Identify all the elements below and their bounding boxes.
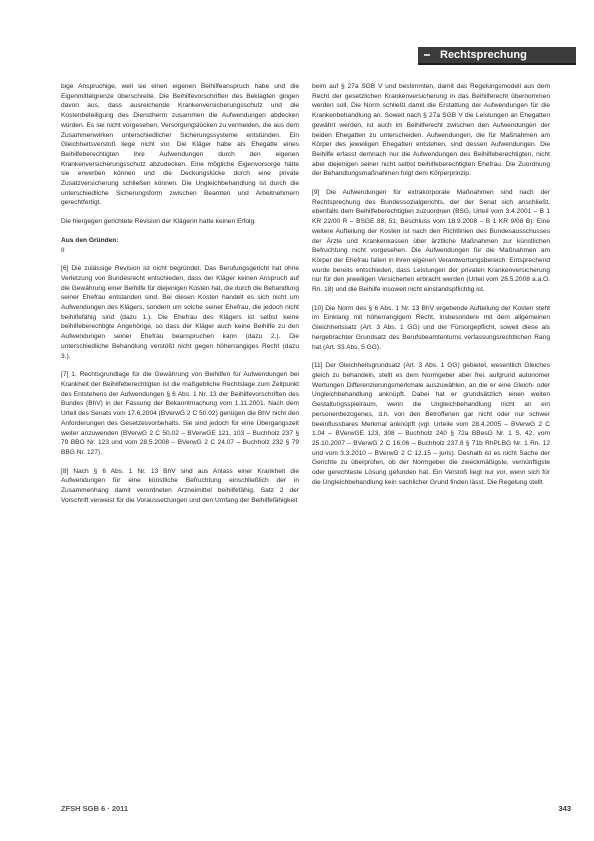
paragraph: [9] Die Aufwendungen für extrakorporale Maßnahmen sind nach der Rechtsprechung des Bundessozialgerichts, der der Senat sich anschließt, ebenfalls dem Beihilfeberechtigten zuzuordnen (BSG, Urteil vom 3.4.2001 – B 1 KR 22/00 R – BSGE 88, 51; Beschluss vom 18.9.2008 – B 1 KR 9/08 B). Eine weitere Aufteilung der Kosten ist nach den Richtlinien des Bundesausschusses der Ärzte und Krankenkassen über ärztliche Maßnahmen zur künstlichen Befruchtung nicht vorgesehen. Die Aufwendungen für die Maßnahmen am Körper der Ehefrau fallen in ihren eigenen Verantwortungsbereich. Entsprechend wurde bereits entschieden, dass Leistungen der privaten Krankenversicherung nur für den jeweiligen Versicherten erbracht werden (Urteil vom 28.5.2008 a.a.O. Rn. 18) und die Beihilfe insoweit nicht einstandspflichtig ist.: [312, 189, 550, 294]
section-heading: Aus den Gründen:: [61, 236, 119, 244]
right-column: [312, 82, 550, 496]
journal-citation: ZFSH SGB 6 · 2011: [61, 804, 129, 813]
paragraph: [6] Die zulässige Revision ist nicht begründet. Das Berufungsgericht hat ohne Verletzung von Bundesrecht entschieden, dass der Kläger keinen Anspruch auf die Gewährung einer Beihilfe für diejenigen Kosten hat, die durch die Behandlung seiner Ehefrau entstanden sind. Bei diesen Kosten handelt es sich nicht um Aufwendungen des Klägers, sondern um solche seiner Ehefrau, die jedoch nicht beihilfefähig sind (dazu 1.). Die Ehefrau des Klägers ist selbst keine beihilfeberechtigte Angehörige, so dass der Kläger auch keine Beihilfe zu den Aufwendungen seiner Ehefrau beanspruchen kann (dazu 2.). Die unterschiedliche Behandlung verstößt nicht gegen höherrangiges Recht (dazu 3.).: [61, 265, 299, 360]
paragraph: beim auf § 27a SGB V und bestimmten, damit das Regelungsmodell aus dem Recht der gesetzlichen Krankenversicherung in das Beihilferecht übernommen werden soll. Die Norm schließt damit die Erstattung der Aufwendungen für die Krankenbehandlung an. Soweit nach § 27a SGB V die Leistungen an Ehegatten gewährt werden, ist auch im Beihilferecht zwischen den Aufwendungen der beiden Ehegatten zu unterscheiden. Aufwendungen, die für Maßnahmen am Körper des jeweiligen Ehegatten entstehen, sind dessen Aufwendungen. Die Beihilfe erfasst demnach nur die Aufwendungen des Beihilfeberechtigten, nicht aber diejenigen seiner nicht selbst beihilfeberechtigten Ehefrau. Die Zuordnung der Behandlungsmaßnahmen folgt dem Körperprinzip.: [312, 83, 550, 178]
paragraph: Die hiergegen gerichtete Revision der Klägerin hatte keinen Erfolg.: [61, 218, 256, 226]
page-number: 343: [558, 804, 571, 813]
section-title: Rechtsprechung: [440, 49, 527, 61]
paragraph: [7] 1. Rechtsgrundlage für die Gewährung von Beihilfen für Aufwendungen bei Krankheit der Beihilfeberechtigten ist die maßgebliche Rechtslage zum Zeitpunkt des Entstehens der Aufwendungen § 6 Abs. 1 Nr. 13 der Beihilfevorschriften des Bundes (BhV) in der Fassung der Bekanntmachung vom 1.11.2001. Nach dem Urteil des Senats vom 17.6.2004 (BVerwG 2 C 50.02) genügen die BhV nicht den Anforderungen des Gesetzesvorbehalts. Sie sind jedoch für eine Übergangszeit weiter anzuwenden (BVerwG 2 C 50.02 – BVerwGE 121, 103 – Buchholz 237 § 79 BBG Nr. 123 und vom 28.5.2008 – BVerwG 2 C 24.07 – Buchholz 232 § 79 BBG Nr. 127).: [61, 371, 299, 456]
paragraph: [11] Der Gleichheitsgrundsatz (Art. 3 Abs. 1 GG) gebietet, wesentlich Gleiches gleich zu behandeln, stellt es dem Normgeber aber frei, aufgrund autonomer Wertungen Differenzierungsmerkmale auszuwählen, an die er eine Gleich- oder Ungleichbehandlung anknüpft. Dabei hat er grundsätzlich einen weiten Gestaltungsspielraum, wenn die Ungleichbehandlung nicht an ein personenbezogenes, d.h. von den Betroffenen gar nicht oder nur schwer beeinflussbares Merkmal anknüpft (vgl. Urteile vom 28.4.2005 – BVerwG 2 C 1.04 – BVerwGE 123, 308 – Buchholz 240 § 72a BBesG Nr. 1 S. 42, vom 25.10.2007 – BVerwG 2 C 16.06 – Buchholz 237.8 § 71b RhPLBG Nr. 1 Rn. 12 und vom 3.3.2010 – BVerwG 2 C 12.15 – juris). Deshalb ist es nicht Sache der Gerichte zu überprüfen, ob der Normgeber die zweckmäßigste, vernünftigste oder gerechteste Lösung gefunden hat. Ein Verstoß liegt nur vor, wenn sich für die Ungleichbehandlung kein sachlicher Grund finden lässt. Die Regelung stellt: [312, 362, 550, 486]
left-column: [61, 82, 299, 514]
roman-numeral: II: [61, 246, 65, 254]
page-footer: [61, 804, 571, 816]
paragraph: bige Anspruchige, weil sie einen eigenen Beihilfeanspruch habe und die Eigenmittelgrenze überschreite. Die Beihilfevorschriften des Beklagten gingen davon aus, dass ausreichende Krankenversicherungsschutz und die Kostenbeteiligung des Dienstherrn zusammen die Aufwendungen abdecken würden. Es sei nicht vorgesehen, Versorgungslücken zu vermeiden, die aus dem Zusammenwirken unterschiedlicher Sicherungssysteme entstünden. Ein Gleichheitsverstoß liege nicht vor. Die Kläger habe als Ehegatte eines Beihilfeberechtigten ihre Aufwendungen durch den eigenen Krankenversicherungsschutz abzudecken. Eine mögliche Eigenvorsorge hätte sie erwerben können und die Deckungslücke durch eine private Zusatzversicherung schließen können. Die Ungleichbehandlung ist durch die unterschiedliche Sicherungsform zwischen Beamten und Arbeitnehmern gerechtfertigt.: [61, 83, 299, 207]
paragraph: [10] Die Norm des § 6 Abs. 1 Nr. 13 BhV ergebende Aufteilung der Kosten steht im Einklang mit höherrangigem Recht, insbesondere mit dem allgemeinen Gleichheitssatz (Art. 3 Abs. 1 GG) und der Fürsorgepflicht, soweit diese als hergebrachter Grundsatz des Berufsbeamtentums verfassungsrechtlichen Rang hat (Art. 33 Abs. 5 GG).: [312, 304, 550, 351]
section-header-bar: [418, 47, 576, 65]
dash-icon: [424, 54, 430, 56]
paragraph: [8] Nach § 6 Abs. 1 Nr. 13 BhV sind aus Anlass einer Krankheit die Aufwendungen für eine künstliche Befruchtung einschließlich der in Zusammenhang damit verordneten Arzneimittel beihilfefähig. Satz 2 der Vorschrift verweist für die Voraussetzungen und den Umfang der Beihilfefähigkeit: [61, 467, 299, 504]
